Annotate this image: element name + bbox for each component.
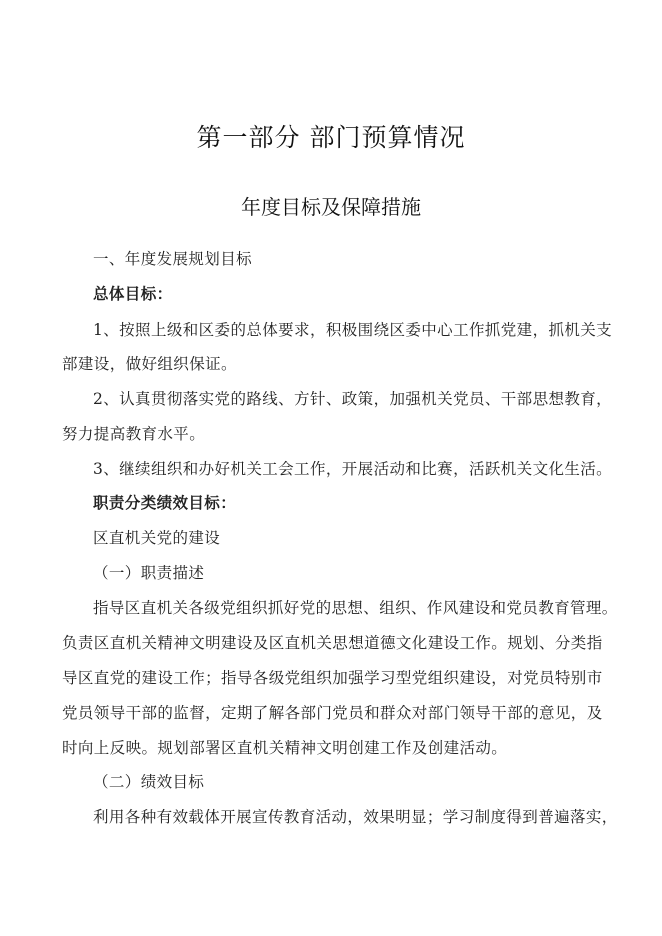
perf-heading: （二）绩效目标 bbox=[93, 773, 205, 791]
overall-goals-label: 总体目标： bbox=[93, 284, 173, 303]
performance-goals-label: 职责分类绩效目标： bbox=[93, 493, 237, 512]
duty-heading: （一）职责描述 bbox=[93, 564, 205, 582]
page-title: 第一部分 部门预算情况 bbox=[196, 123, 466, 152]
goal-1-line-2: 部建设，做好组织保证。 bbox=[62, 355, 237, 373]
perf-line-1: 利用各种有效载体开展宣传教育活动，效果明显；学习制度得到普遍落实， bbox=[93, 808, 618, 826]
duty-line-2: 负责区直机关精神文明建设及区直机关思想道德文化建设工作。规划、分类指 bbox=[62, 634, 603, 652]
page-subtitle: 年度目标及保障措施 bbox=[241, 195, 421, 219]
duty-line-1: 指导区直机关各级党组织抓好党的思想、组织、作风建设和党员教育管理。 bbox=[93, 599, 618, 617]
goal-2-line-1: 2、认真贯彻落实党的路线、方针、政策，加强机关党员、干部思想教育， bbox=[93, 390, 613, 408]
section-heading: 一、年度发展规划目标 bbox=[93, 250, 253, 268]
duty-line-3: 导区直党的建设工作；指导各级党组织加强学习型党组织建设，对党员特别市 bbox=[62, 669, 603, 687]
category-name: 区直机关党的建设 bbox=[93, 529, 221, 547]
goal-3-line-1: 3、继续组织和办好机关工会工作，开展活动和比赛，活跃机关文化生活。 bbox=[93, 460, 613, 478]
goal-2-line-2: 努力提高教育水平。 bbox=[62, 425, 206, 443]
goal-1-line-1: 1、按照上级和区委的总体要求，积极围绕区委中心工作抓党建，抓机关支 bbox=[93, 321, 613, 339]
duty-line-5: 时向上反映。规划部署区直机关精神文明创建工作及创建活动。 bbox=[62, 739, 508, 757]
document-body bbox=[62, 0, 618, 936]
duty-line-4: 党员领导干部的监督，定期了解各部门党员和群众对部门领导干部的意见，及 bbox=[62, 704, 603, 722]
